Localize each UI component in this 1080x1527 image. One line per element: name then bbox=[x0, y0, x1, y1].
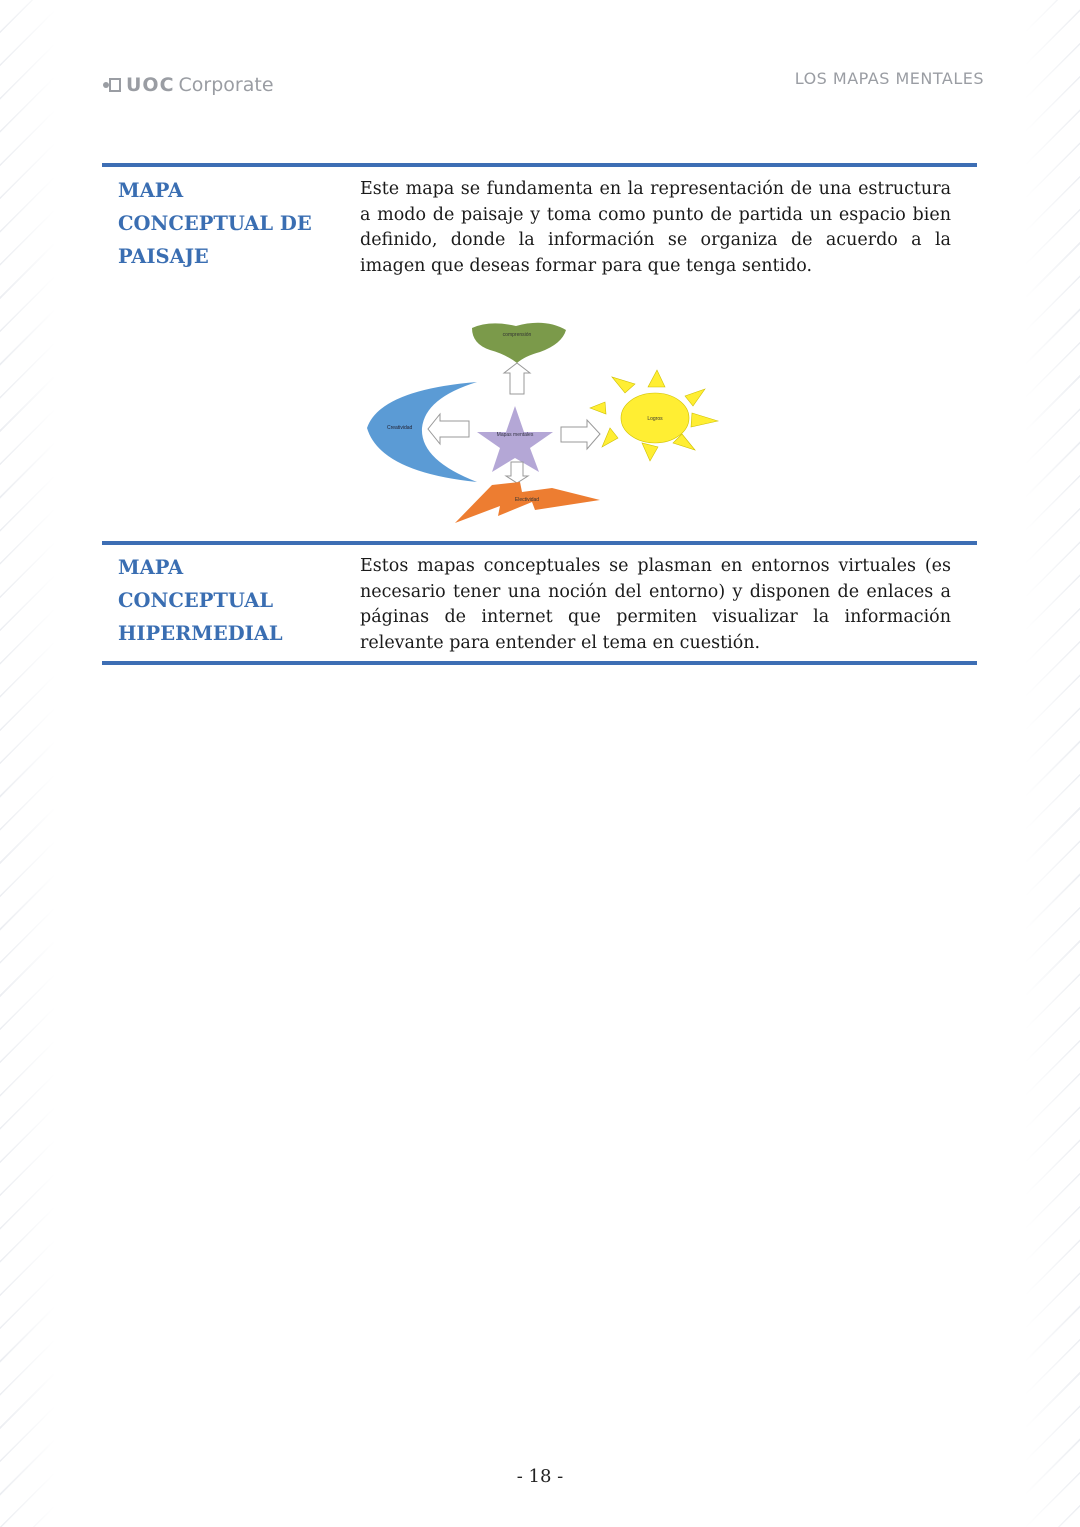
term-line: MAPA bbox=[118, 556, 184, 579]
arrow-down-icon bbox=[506, 462, 528, 483]
term-line: PAISAJE bbox=[118, 245, 209, 268]
logo-suffix: Corporate bbox=[178, 74, 274, 96]
description-paisaje: Este mapa se fundamenta en la representación de una estructura a modo de paisaje y toma como punto de partida un espacio bien definido, donde la información se organiza de acuerdo a la imagen que deseas formar para que tenga sentido. bbox=[360, 179, 951, 276]
term-line: MAPA bbox=[118, 179, 184, 202]
star-label: Mapas mentales bbox=[496, 432, 534, 438]
logo-brand: UOC bbox=[126, 74, 175, 96]
table-rule-bottom bbox=[102, 661, 977, 665]
moon-label: Creatividad bbox=[387, 425, 413, 431]
term-line: CONCEPTUAL bbox=[118, 589, 274, 612]
term-line: HIPERMEDIAL bbox=[118, 622, 283, 645]
bolt-label: Electividad bbox=[514, 497, 540, 503]
decorative-stripes-left bbox=[0, 0, 55, 1527]
sun-label: Logros bbox=[647, 416, 663, 422]
term-hipermedial bbox=[118, 551, 283, 650]
heart-shape bbox=[472, 323, 566, 363]
arrow-right-icon bbox=[561, 420, 600, 449]
decorative-stripes-right bbox=[1025, 0, 1080, 1527]
landscape-map-diagram bbox=[340, 310, 740, 530]
description-hipermedial: Estos mapas conceptuales se plasman en entornos virtuales (es necesario tener una noción del entorno) y disponen de enlaces a páginas de internet que permiten visualizar la información relevante para entender el tema en cuestión. bbox=[360, 556, 951, 653]
arrow-left-icon bbox=[428, 414, 469, 444]
page-number: - 18 - bbox=[516, 1466, 564, 1487]
section-title: LOS MAPAS MENTALES bbox=[794, 69, 984, 88]
term-line: CONCEPTUAL DE bbox=[118, 212, 312, 235]
table-rule-middle bbox=[102, 541, 977, 545]
term-paisaje bbox=[118, 174, 312, 273]
uoc-logo-icon bbox=[102, 77, 122, 93]
uoc-logo bbox=[102, 74, 274, 96]
arrow-up-icon bbox=[504, 363, 530, 394]
heart-label: comprensión bbox=[502, 332, 532, 338]
table-rule-top bbox=[102, 163, 977, 167]
